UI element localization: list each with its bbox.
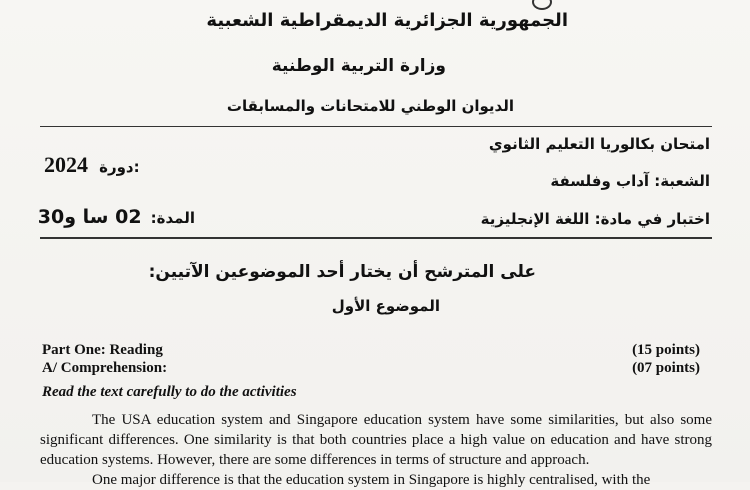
passage-paragraph-1: The USA education system and Singapore education system have some similarities, but also some significant differences. One similarity is that both countries place a high value on education and have strong education systems. However, there are some differences in terms of structure and approach. [40, 412, 712, 468]
info-divider [40, 237, 712, 239]
exam-subject: اختبار في مادة: اللغة الإنجليزية [480, 210, 710, 228]
session-group [44, 152, 140, 178]
exam-title: امتحان بكالوريا التعليم الثانوي [488, 135, 710, 153]
seal-mark-icon [532, 0, 552, 10]
comprehension-title: A/ Comprehension: [42, 360, 168, 376]
duration-group [37, 206, 195, 228]
part-one-points: (15 points) [632, 342, 700, 358]
comprehension-points: (07 points) [632, 360, 700, 376]
passage-paragraph-2: One major difference is that the education system in Singapore is highly centralised, with the [92, 472, 651, 488]
header-ministry: وزارة التربية الوطنية [271, 56, 446, 76]
header-divider [40, 126, 712, 127]
choose-topic-instruction: على المترشح أن يختار أحد الموضوعين الآتيين: [148, 262, 536, 282]
session-year: 2024 [44, 152, 88, 177]
reading-instruction: Read the text carefully to do the activities [42, 384, 297, 400]
first-topic-heading: الموضوع الأول [331, 297, 440, 315]
duration-value: 02 سا و30 [37, 206, 142, 228]
header-republic: الجمهورية الجزائرية الديمقراطية الشعبية [206, 10, 568, 31]
session-label: دورة: [99, 158, 140, 176]
header-office: الديوان الوطني للامتحانات والمسابقات [226, 97, 514, 115]
part-one-title: Part One: Reading [42, 342, 163, 358]
exam-branch: الشعبة: آداب وفلسفة [550, 172, 710, 190]
duration-label: المدة: [150, 209, 195, 227]
